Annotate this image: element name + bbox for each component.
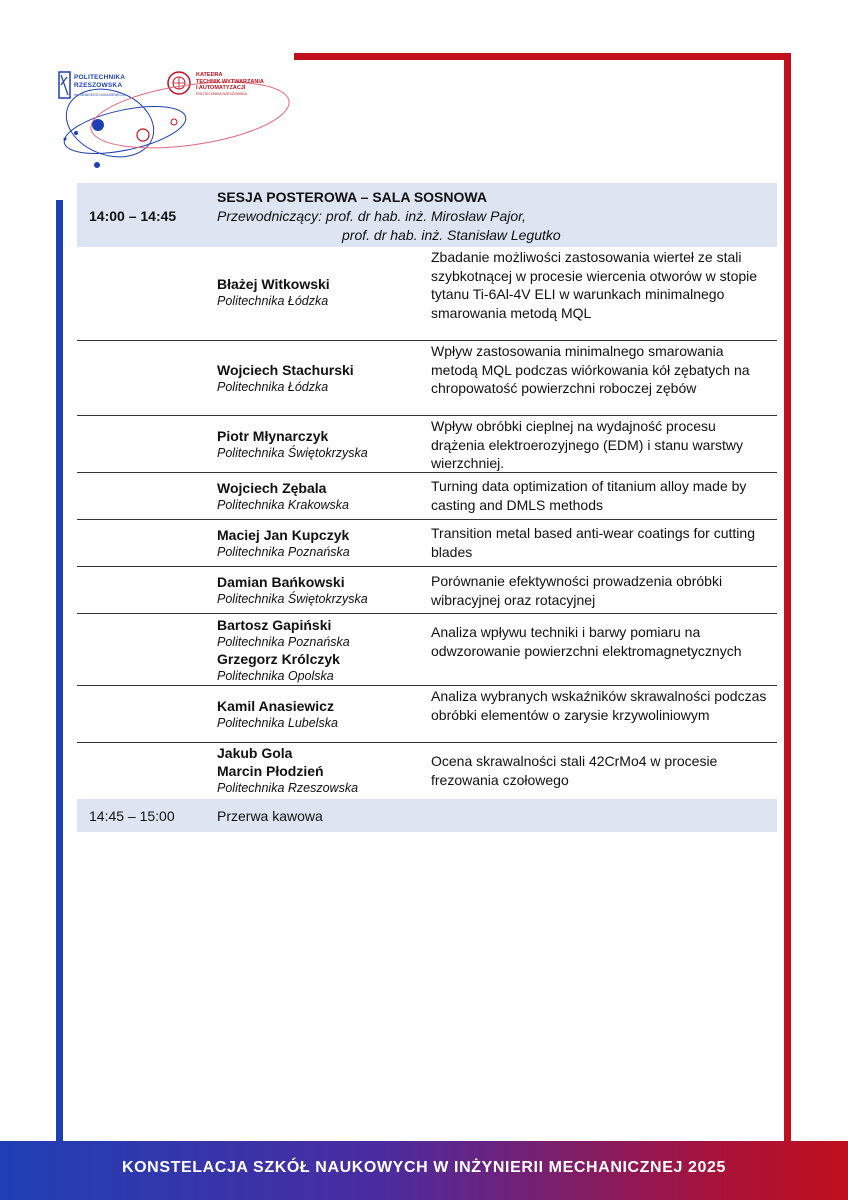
poster-title: Transition metal based anti-wear coatings for cutting blades xyxy=(431,525,755,560)
poster-authors xyxy=(217,361,427,395)
session-title: SESJA POSTEROWA – SALA SOSNOWA xyxy=(217,189,487,205)
author-name: Marcin Płodzień xyxy=(217,763,324,779)
frame-top-bar xyxy=(294,53,791,60)
session-time: 14:00 – 14:45 xyxy=(89,208,177,224)
author-affiliation: Politechnika Poznańska xyxy=(217,545,350,559)
session-chair-line1: Przewodniczący: prof. dr hab. inż. Mirosław Pajor, xyxy=(217,208,526,224)
author-affiliation: Politechnika Łódzka xyxy=(217,294,329,308)
university-name: POLITECHNIKA RZESZOWSKA xyxy=(74,74,126,89)
poster-row xyxy=(77,686,777,743)
footer-title: KONSTELACJA SZKÓŁ NAUKOWYCH W INŻYNIERII MECHANICZNEJ 2025 xyxy=(121,1159,727,1176)
poster-authors xyxy=(217,697,427,731)
author-affiliation: Politechnika Opolska xyxy=(217,669,334,683)
poster-title: Zbadanie możliwości zastosowania wierteł ze stali szybkotnącej w procesie wiercenia otworów w stopie tytanu Ti-6Al-4V ELI w warunkach minimalnego smarowania metodą MQL xyxy=(431,249,758,321)
poster-row xyxy=(77,743,777,798)
author-name: Damian Bańkowski xyxy=(217,574,345,590)
footer-banner xyxy=(0,1141,848,1200)
break-time: 14:45 – 15:00 xyxy=(89,808,175,824)
logo-area xyxy=(40,55,300,195)
poster-row xyxy=(77,614,777,686)
poster-row xyxy=(77,247,777,341)
poster-row xyxy=(77,520,777,567)
poster-authors xyxy=(217,573,427,607)
session-header xyxy=(77,183,777,247)
session-chair-line2: prof. dr hab. inż. Stanisław Legutko xyxy=(342,227,561,243)
poster-authors xyxy=(217,744,427,796)
author-affiliation: Politechnika Świętokrzyska xyxy=(217,592,368,606)
program-table xyxy=(77,183,777,832)
poster-row xyxy=(77,567,777,614)
poster-row xyxy=(77,473,777,520)
break-label: Przerwa kawowa xyxy=(217,808,323,824)
author-name: Kamil Anasiewicz xyxy=(217,698,334,714)
poster-authors xyxy=(217,526,427,560)
poster-title: Porównanie efektywności prowadzenia obróbki wibracyjnej oraz rotacyjnej xyxy=(431,573,723,608)
author-name: Grzegorz Królczyk xyxy=(217,651,340,667)
poster-row xyxy=(77,341,777,416)
frame-left-bar xyxy=(56,200,63,1145)
poster-authors xyxy=(217,427,427,461)
poster-title: Analiza wpływu techniki i barwy pomiaru na odwzorowanie powierzchni elektromagnetycznych xyxy=(431,624,742,659)
poster-authors xyxy=(217,479,427,513)
poster-row xyxy=(77,416,777,473)
author-affiliation: Politechnika Rzeszowska xyxy=(217,781,359,795)
author-name: Piotr Młynarczyk xyxy=(217,428,329,444)
frame-right-bar xyxy=(784,53,791,1145)
department-subtitle: POLITECHNIKA RZESZOWSKA xyxy=(196,92,247,96)
poster-authors xyxy=(217,275,427,309)
author-affiliation: Politechnika Lubelska xyxy=(217,716,338,730)
coffee-break-row xyxy=(77,799,777,832)
author-name: Wojciech Zębala xyxy=(217,480,327,496)
university-subtitle: im. IGNACEGO ŁUKASIEWICZA xyxy=(74,93,126,97)
poster-title: Ocena skrawalności stali 42CrMo4 w procesie frezowania czołowego xyxy=(431,753,718,788)
author-name: Jakub Gola xyxy=(217,745,293,761)
author-affiliation: Politechnika Krakowska xyxy=(217,498,350,512)
author-name: Bartosz Gapiński xyxy=(217,617,332,633)
planet-icon xyxy=(92,119,104,131)
poster-title: Wpływ zastosowania minimalnego smarowania metodą MQL podczas wiórkowania kół zębatych na chropowatość powierzchni roboczej zębów xyxy=(431,343,750,396)
author-affiliation: Politechnika Łódzka xyxy=(217,380,329,394)
poster-title: Wpływ obróbki cieplnej na wydajność procesu drążenia elektroerozyjnego (EDM) i stanu warstwy wierzchniej. xyxy=(431,418,744,471)
poster-title: Analiza wybranych wskaźników skrawalności podczas obróbki elementów o zarysie krzywoliniowym xyxy=(431,688,767,723)
author-name: Błażej Witkowski xyxy=(217,276,330,292)
poster-authors xyxy=(217,616,427,684)
author-affiliation: Politechnika Świętokrzyska xyxy=(217,446,368,460)
department-name: KATEDRA TECHNIK WYTWARZANIA I AUTOMATYZACJI xyxy=(196,72,264,91)
poster-title: Turning data optimization of titanium alloy made by casting and DMLS methods xyxy=(431,478,747,513)
author-name: Maciej Jan Kupczyk xyxy=(217,527,350,543)
author-affiliation: Politechnika Poznańska xyxy=(217,635,350,649)
author-name: Wojciech Stachurski xyxy=(217,362,354,378)
